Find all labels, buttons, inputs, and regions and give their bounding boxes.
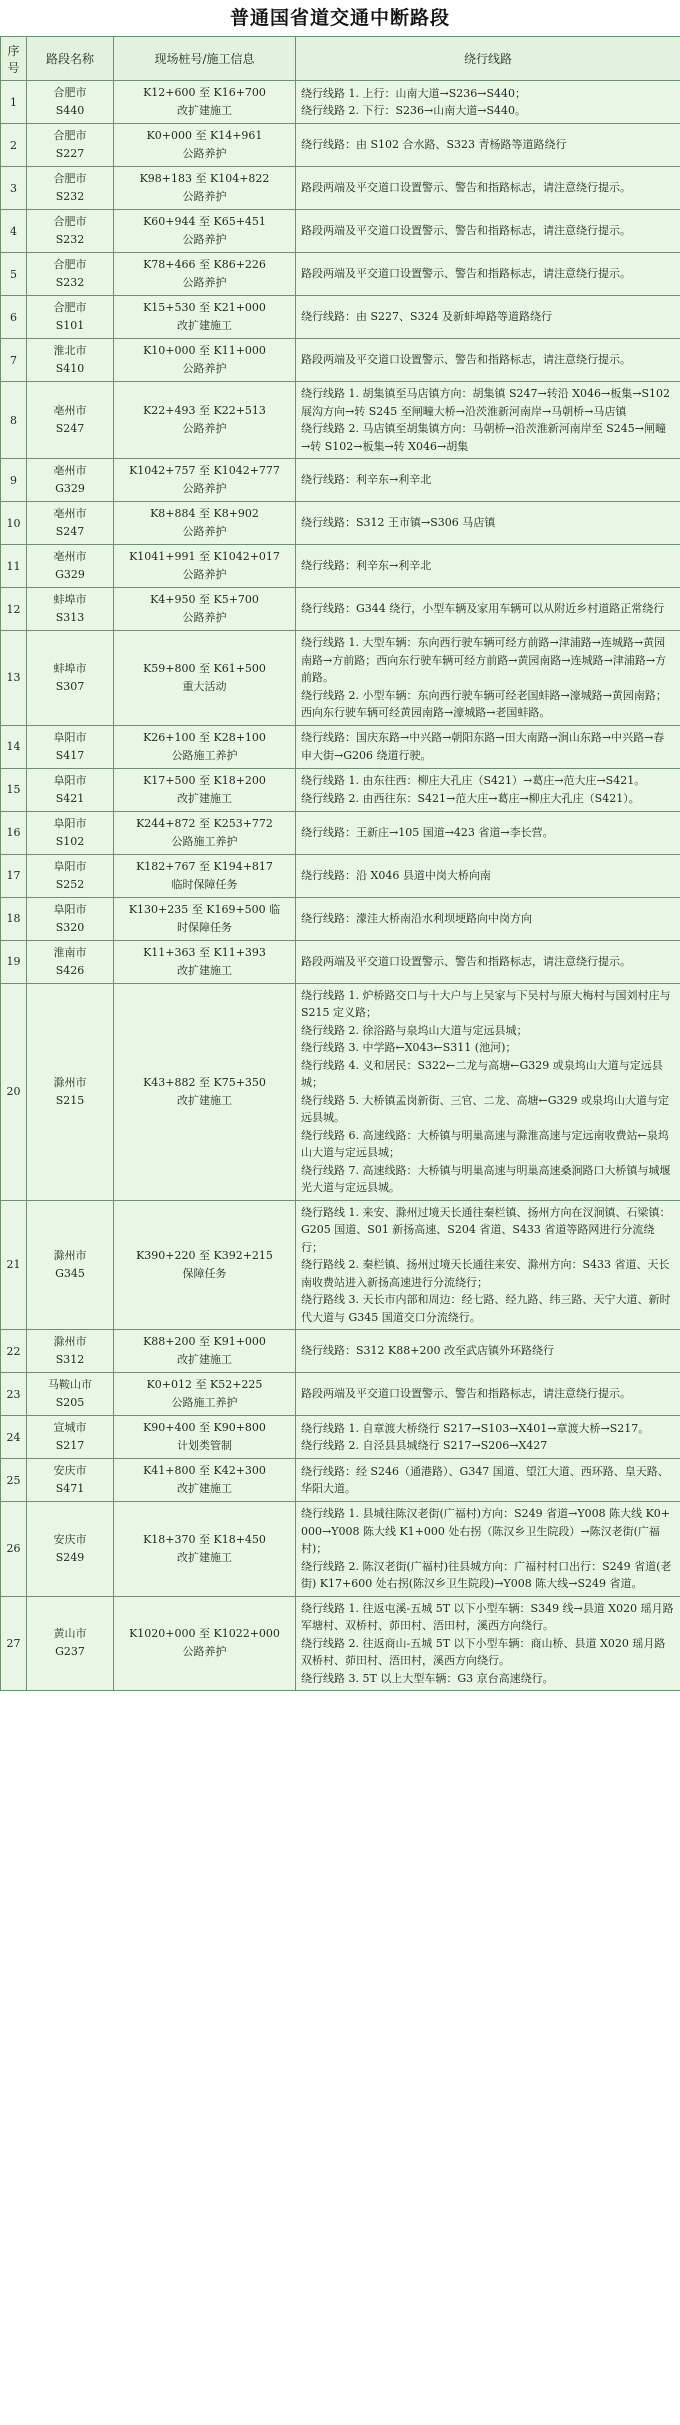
site-info-line: 公路养护 — [182, 1645, 227, 1659]
site-info-line: K10+000 至 K11+000 — [143, 344, 266, 357]
table-row — [1, 382, 680, 459]
site-info — [114, 253, 296, 296]
site-info-line: K98+183 至 K104+822 — [139, 172, 270, 185]
site-info-line: K4+950 至 K5+700 — [150, 593, 259, 606]
site-info-line: 公路养护 — [182, 233, 227, 246]
table-row — [1, 124, 680, 167]
road-name-line: S247 — [55, 422, 85, 435]
detour-route — [296, 124, 680, 167]
site-info-line: 计划类管制 — [177, 1439, 232, 1452]
site-info-line: 改扩建施工 — [177, 1482, 232, 1495]
road-name-line: S417 — [55, 748, 85, 762]
row-number: 26 — [1, 1502, 27, 1597]
detour-route-line: 绕行线路：S312 王市镇→S306 马店镇 — [301, 516, 496, 530]
detour-route-line: 绕行线路 3. 中学路←X043←S311 (池河)； — [301, 1041, 517, 1054]
site-info-line: K18+370 至 K18+450 — [143, 1532, 266, 1546]
row-number: 8 — [1, 382, 27, 459]
site-info — [114, 940, 296, 983]
site-info-line: K182+767 至 K194+817 — [136, 859, 273, 873]
road-name-line: 合肥市 — [53, 215, 87, 228]
row-number: 18 — [1, 897, 27, 940]
road-name-line: S426 — [55, 963, 85, 977]
site-info-line: K244+872 至 K253+772 — [136, 816, 273, 830]
table-row — [1, 725, 680, 768]
site-info-line: K26+100 至 K28+100 — [143, 730, 266, 744]
site-info-line: 改扩建施工 — [177, 1093, 232, 1107]
site-info-line: 改扩建施工 — [177, 791, 232, 805]
site-info — [114, 459, 296, 502]
site-info — [114, 725, 296, 768]
table-row — [1, 210, 680, 253]
road-name-line: 淮南市 — [53, 945, 87, 959]
row-number: 7 — [1, 339, 27, 382]
site-info — [114, 167, 296, 210]
detour-route — [296, 382, 680, 459]
road-name — [27, 1373, 114, 1416]
site-info — [114, 296, 296, 339]
site-info-line: K78+466 至 K86+226 — [143, 258, 266, 271]
site-info-line: K390+220 至 K392+215 — [136, 1248, 273, 1262]
road-name — [27, 1416, 114, 1459]
road-name — [27, 253, 114, 296]
table-row — [1, 1502, 680, 1597]
detour-route — [296, 339, 680, 382]
site-info-line: K22+493 至 K22+513 — [143, 404, 266, 417]
road-name-line: S312 — [55, 1353, 85, 1366]
site-info-line: 公路养护 — [182, 611, 227, 624]
detour-route — [296, 631, 680, 726]
site-info-line: K15+530 至 K21+000 — [143, 301, 266, 314]
row-number: 10 — [1, 502, 27, 545]
detour-route-line: 路段两端及平交道口设置警示、警告和指路标志，请注意绕行提示。 — [301, 353, 631, 367]
site-info — [114, 502, 296, 545]
road-name-line: G237 — [55, 1645, 85, 1659]
detour-route-line: 绕行线路 7. 高速线路：大桥镇与明巢高速与明巢高速桑涧路口大桥镇与城堰光大道与定远县城。 — [301, 1163, 671, 1194]
detour-route — [296, 1373, 680, 1416]
detour-route-line: 绕行路线 2. 秦栏镇、扬州过境天长通往来安、滁州方向：S433 省道、天长南收费站进入新扬高速进行分流绕行； — [301, 1258, 670, 1289]
road-name — [27, 631, 114, 726]
row-number: 11 — [1, 545, 27, 588]
road-name-line: 阜阳市 — [53, 902, 87, 916]
detour-route-line: 绕行线路 4. 义和居民：S322←二龙与高塘←G329 或泉坞山大道与定远县城； — [301, 1058, 663, 1089]
detour-route — [296, 459, 680, 502]
site-info — [114, 1416, 296, 1459]
table-row — [1, 588, 680, 631]
row-number: 22 — [1, 1330, 27, 1373]
detour-route-line: 绕行线路：利辛东→利辛北 — [301, 473, 432, 487]
detour-route-line: 路段两端及平交道口设置警示、警告和指路标志，请注意绕行提示。 — [301, 1387, 631, 1401]
detour-route-line: 绕行线路：经 S246（通港路）、G347 国道、望江大道、西环路、皇天路、华阳大道。 — [301, 1464, 669, 1495]
road-name — [27, 459, 114, 502]
detour-route-line: 路段两端及平交道口设置警示、警告和指路标志，请注意绕行提示。 — [301, 181, 631, 195]
road-name — [27, 502, 114, 545]
site-info — [114, 1459, 296, 1502]
detour-route-line: 绕行线路：G344 绕行，小型车辆及家用车辆可以从附近乡村道路正常绕行 — [301, 602, 665, 616]
row-number: 12 — [1, 588, 27, 631]
row-number: 2 — [1, 124, 27, 167]
detour-route — [296, 1502, 680, 1597]
site-info-line: K12+600 至 K16+700 — [143, 86, 266, 99]
row-number: 9 — [1, 459, 27, 502]
detour-route-line: 路段两端及平交道口设置警示、警告和指路标志，请注意绕行提示。 — [301, 954, 631, 968]
road-name — [27, 339, 114, 382]
detour-route-line: 绕行线路 2. 徐浴路与泉坞山大道与定远县城； — [301, 1023, 528, 1037]
row-number: 13 — [1, 631, 27, 726]
row-number: 17 — [1, 854, 27, 897]
road-name — [27, 725, 114, 768]
site-info-line: K130+235 至 K169+500 临 — [128, 902, 281, 916]
table-row — [1, 545, 680, 588]
road-name-line: S102 — [55, 834, 85, 848]
road-name-line: S440 — [55, 104, 85, 117]
table-row — [1, 897, 680, 940]
road-name-line: S252 — [55, 877, 85, 891]
site-info-line: 改扩建施工 — [177, 319, 232, 332]
site-info-line: 重大活动 — [182, 679, 227, 693]
road-name-line: S421 — [55, 791, 85, 805]
detour-route-line: 绕行线路 5. 大桥镇孟岗新街、三官、二龙、高塘←G329 或泉坞山大道与定远县城。 — [301, 1093, 669, 1124]
site-info-line: K1041+991 至 K1042+017 — [129, 550, 280, 563]
road-name — [27, 124, 114, 167]
header-info: 现场桩号/施工信息 — [114, 37, 296, 81]
detour-route-line: 绕行线路：由 S102 合水路、S323 青杨路等道路绕行 — [301, 138, 567, 152]
detour-route-line: 绕行线路 1. 由东往西：柳庄大孔庄（S421）→葛庄→范大庄→S421。 — [301, 774, 646, 787]
site-info-line: 改扩建施工 — [177, 1353, 232, 1366]
road-name-line: S247 — [55, 525, 85, 538]
table-row — [1, 983, 680, 1200]
detour-route-line: 绕行线路：国庆东路→中兴路→朝阳东路→田大南路→涧山东路→中兴路→春申大街→G206 绕道行驶。 — [301, 731, 665, 762]
site-info-line: 公路养护 — [182, 190, 227, 203]
site-info-line: K0+000 至 K14+961 — [146, 129, 263, 142]
site-info-line: 公路养护 — [182, 568, 227, 581]
table-row — [1, 1373, 680, 1416]
detour-route — [296, 502, 680, 545]
table-row — [1, 1416, 680, 1459]
table-header-row — [1, 37, 680, 81]
row-number: 27 — [1, 1596, 27, 1691]
detour-route-line: 绕行线路 2. 下行：S236→山南大道→S440。 — [301, 104, 526, 117]
detour-route — [296, 983, 680, 1200]
site-info — [114, 545, 296, 588]
table-row — [1, 253, 680, 296]
road-name-line: S101 — [55, 319, 85, 332]
detour-route — [296, 1459, 680, 1502]
table-row — [1, 459, 680, 502]
table-row — [1, 167, 680, 210]
row-number: 15 — [1, 768, 27, 811]
site-info-line: K88+200 至 K91+000 — [143, 1335, 266, 1348]
road-name-line: 阜阳市 — [53, 816, 87, 830]
road-name-line: S320 — [55, 920, 85, 934]
detour-route-line: 绕行线路 6. 高速线路：大桥镇与明巢高速与滁淮高速与定远南收费站←泉坞山大道与定远县城； — [301, 1128, 669, 1159]
site-info — [114, 1373, 296, 1416]
header-road: 路段名称 — [27, 37, 114, 81]
row-number: 6 — [1, 296, 27, 339]
table-body — [1, 81, 680, 1691]
site-info-line: 公路养护 — [182, 422, 227, 435]
site-info-line: K1020+000 至 K1022+000 — [129, 1627, 280, 1641]
detour-route-line: 绕行线路 1. 县城往陈汉老街(广福村)方向：S249 省道→Y008 陈大线 K0+000→Y008 陈大线 K1+000 处右拐（陈汉乡卫生院段）→陈汉老街(广福村)； — [301, 1507, 670, 1555]
detour-route — [296, 897, 680, 940]
road-name-line: 合肥市 — [53, 129, 87, 142]
detour-route — [296, 725, 680, 768]
table-row — [1, 502, 680, 545]
detour-route — [296, 940, 680, 983]
site-info — [114, 81, 296, 124]
road-name — [27, 854, 114, 897]
road-name-line: 蚌埠市 — [53, 593, 87, 606]
site-info-line: 临时保障任务 — [171, 877, 238, 891]
detour-route-line: 绕行线路 1. 炉桥路交口与十大户与上吴家与下吴村与原大梅村与国刘村庄与 S215 定义路； — [301, 988, 671, 1019]
detour-route-line: 绕行线路 2. 由西往东：S421→范大庄→葛庄→柳庄大孔庄（S421）。 — [301, 791, 640, 805]
site-info — [114, 210, 296, 253]
detour-route-line: 绕行线路 1. 自章渡大桥绕行 S217→S103→X401→章渡大桥→S217。 — [301, 1421, 650, 1435]
detour-route-line: 绕行线路：王新庄→105 国道→423 省道→李长营。 — [301, 825, 554, 839]
detour-route-line: 绕行线路：由 S227、S324 及新蚌埠路等道路绕行 — [301, 310, 553, 324]
site-info-line: 公路施工养护 — [171, 834, 238, 848]
site-info — [114, 631, 296, 726]
road-name — [27, 897, 114, 940]
table-row — [1, 940, 680, 983]
site-info — [114, 983, 296, 1200]
road-name-line: S227 — [55, 147, 85, 160]
table-row — [1, 768, 680, 811]
road-name-line: 安庆市 — [53, 1464, 87, 1477]
row-number: 1 — [1, 81, 27, 124]
road-name-line: S249 — [55, 1550, 85, 1564]
road-name — [27, 210, 114, 253]
row-number: 25 — [1, 1459, 27, 1502]
road-name-line: 淮北市 — [53, 344, 87, 357]
road-name-line: S313 — [55, 611, 85, 624]
detour-route-line: 绕行路线 3. 天长市内部和周边：经七路、经九路、纬三路、天宁大道、新时代大道与 G345 国道交口分流绕行。 — [301, 1293, 671, 1324]
site-info-line: 改扩建施工 — [177, 1550, 232, 1564]
site-info-line: K90+400 至 K90+800 — [143, 1421, 266, 1434]
detour-route-line: 绕行线路 3. 5T 以上大型车辆：G3 京台高速绕行。 — [301, 1671, 554, 1685]
road-name — [27, 1330, 114, 1373]
road-name-line: S410 — [55, 362, 85, 375]
detour-route-line: 绕行线路 1. 往返屯溪-五城 5T 以下小型车辆：S349 线→县道 X020 瑶月路军塘村、双桥村、茆田村、浯田村，溪西方向绕行。 — [301, 1601, 674, 1632]
road-name — [27, 1459, 114, 1502]
road-name — [27, 81, 114, 124]
row-number: 4 — [1, 210, 27, 253]
closure-table — [0, 36, 680, 1691]
road-name — [27, 1502, 114, 1597]
detour-route-line: 绕行线路：沿 X046 县道中岗大桥向南 — [301, 868, 491, 882]
road-name-line: G329 — [55, 568, 85, 581]
detour-route-line: 绕行线路 1. 胡集镇至马店镇方向：胡集镇 S247→转沿 X046→板集→S102 展沟方向→转 S245 至闸疃大桥→沿茨淮新河南岸→马朝桥→马店镇 — [301, 387, 671, 418]
site-info — [114, 382, 296, 459]
row-number: 24 — [1, 1416, 27, 1459]
row-number: 5 — [1, 253, 27, 296]
detour-route — [296, 253, 680, 296]
site-info — [114, 1330, 296, 1373]
road-name-line: 宣城市 — [53, 1421, 87, 1434]
detour-route — [296, 1330, 680, 1373]
detour-route-line: 绕行线路 1. 大型车辆：东向西行驶车辆可经方前路→津浦路→连城路→黄园南路→方前路；西向东行驶车辆可经方前路→黄园南路→连城路→津浦路→方前路。 — [301, 636, 667, 684]
table-row — [1, 631, 680, 726]
table-row — [1, 1200, 680, 1330]
row-number: 14 — [1, 725, 27, 768]
detour-route — [296, 1416, 680, 1459]
table-row — [1, 1596, 680, 1691]
site-info-line: K8+884 至 K8+902 — [150, 507, 259, 520]
site-info-line: 公路养护 — [182, 147, 227, 160]
site-info — [114, 588, 296, 631]
road-name — [27, 940, 114, 983]
detour-route — [296, 854, 680, 897]
detour-route — [296, 545, 680, 588]
detour-route-line: 绕行线路 1. 上行：山南大道→S236→S440； — [301, 86, 526, 100]
detour-route-line: 绕行线路 2. 小型车辆：东向西行驶车辆可经老国蚌路→濠城路→黄园南路；西向东行驶车辆可经黄园南路→濠城路→老国蚌路。 — [301, 688, 667, 719]
road-name-line: 滁州市 — [53, 1075, 87, 1089]
site-info — [114, 1502, 296, 1597]
road-name-line: S217 — [55, 1439, 85, 1452]
site-info — [114, 124, 296, 167]
road-name-line: 亳州市 — [53, 550, 87, 563]
site-info-line: K0+012 至 K52+225 — [146, 1378, 263, 1391]
detour-route-line: 路段两端及平交道口设置警示、警告和指路标志，请注意绕行提示。 — [301, 267, 631, 281]
road-name — [27, 1200, 114, 1330]
table-row — [1, 81, 680, 124]
site-info-line: K59+800 至 K61+500 — [143, 661, 266, 675]
site-info-line: 公路施工养护 — [171, 1396, 238, 1409]
row-number: 16 — [1, 811, 27, 854]
site-info-line: 公路养护 — [182, 362, 227, 375]
road-name-line: 安庆市 — [53, 1532, 87, 1546]
page-title: 普通国省道交通中断路段 — [0, 0, 680, 36]
road-name-line: S205 — [55, 1396, 85, 1409]
road-name-line: S215 — [55, 1093, 85, 1107]
road-name-line: 合肥市 — [53, 258, 87, 271]
site-info-line: 时保障任务 — [177, 920, 232, 934]
road-name-line: G345 — [55, 1266, 85, 1280]
table-row — [1, 296, 680, 339]
road-name-line: 蚌埠市 — [53, 661, 87, 675]
road-name-line: 阜阳市 — [53, 859, 87, 873]
road-name-line: 滁州市 — [53, 1335, 87, 1348]
road-name-line: S232 — [55, 276, 85, 289]
row-number: 19 — [1, 940, 27, 983]
road-name-line: 合肥市 — [53, 86, 87, 99]
table-row — [1, 1459, 680, 1502]
road-name-line: S232 — [55, 233, 85, 246]
detour-route — [296, 811, 680, 854]
detour-route — [296, 768, 680, 811]
road-name-line: 亳州市 — [53, 464, 87, 477]
road-name-line: S307 — [55, 679, 85, 693]
road-name-line: S232 — [55, 190, 85, 203]
table-row — [1, 339, 680, 382]
detour-route — [296, 210, 680, 253]
site-info — [114, 1596, 296, 1691]
detour-route-line: 绕行线路：濛洼大桥南沿水利坝埂路向中岗方向 — [301, 911, 532, 925]
table-row — [1, 1330, 680, 1373]
site-info-line: 保障任务 — [182, 1266, 227, 1280]
road-name — [27, 768, 114, 811]
detour-route — [296, 1200, 680, 1330]
detour-route-line: 绕行线路：S312 K88+200 改至武店镇外环路绕行 — [301, 1344, 554, 1358]
detour-route-line: 绕行线路：利辛东→利辛北 — [301, 559, 432, 573]
site-info-line: K43+882 至 K75+350 — [143, 1075, 266, 1089]
detour-route — [296, 81, 680, 124]
row-number: 23 — [1, 1373, 27, 1416]
road-name — [27, 811, 114, 854]
site-info-line: K11+363 至 K11+393 — [143, 945, 266, 959]
road-name-line: G329 — [55, 482, 85, 495]
road-name-line: 亳州市 — [53, 404, 87, 417]
road-name — [27, 1596, 114, 1691]
road-name — [27, 545, 114, 588]
road-name-line: 合肥市 — [53, 301, 87, 314]
site-info-line: 公路施工养护 — [171, 748, 238, 762]
table-row — [1, 811, 680, 854]
site-info-line: K41+800 至 K42+300 — [143, 1464, 266, 1477]
site-info — [114, 1200, 296, 1330]
row-number: 21 — [1, 1200, 27, 1330]
site-info — [114, 811, 296, 854]
road-name — [27, 588, 114, 631]
site-info-line: K1042+757 至 K1042+777 — [129, 464, 280, 477]
detour-route-line: 绕行路线 1. 来安、滁州过境天长通往秦栏镇、扬州方向在汊涧镇、石梁镇：G205 国道、S01 新扬高速、S204 省道、S433 省道等路网进行分流绕行； — [301, 1205, 671, 1254]
road-name — [27, 167, 114, 210]
site-info-line: 公路养护 — [182, 525, 227, 538]
site-info — [114, 854, 296, 897]
road-name — [27, 296, 114, 339]
detour-route — [296, 296, 680, 339]
detour-route — [296, 1596, 680, 1691]
road-name-line: 阜阳市 — [53, 730, 87, 744]
site-info-line: 改扩建施工 — [177, 104, 232, 117]
road-name-line: 合肥市 — [53, 172, 87, 185]
row-number: 20 — [1, 983, 27, 1200]
site-info-line: K17+500 至 K18+200 — [143, 773, 266, 787]
road-name — [27, 382, 114, 459]
table-row — [1, 854, 680, 897]
road-name-line: 亳州市 — [53, 507, 87, 520]
road-name-line: 阜阳市 — [53, 773, 87, 787]
header-detour: 绕行线路 — [296, 37, 680, 81]
site-info — [114, 768, 296, 811]
row-number: 3 — [1, 167, 27, 210]
site-info-line: K60+944 至 K65+451 — [143, 215, 266, 228]
road-name-line: S471 — [55, 1482, 85, 1495]
detour-route — [296, 588, 680, 631]
detour-route-line: 路段两端及平交道口设置警示、警告和指路标志，请注意绕行提示。 — [301, 224, 631, 238]
road-name-line: 马鞍山市 — [48, 1378, 92, 1391]
site-info — [114, 897, 296, 940]
header-no: 序号 — [1, 37, 27, 81]
road-name — [27, 983, 114, 1200]
site-info-line: 改扩建施工 — [177, 963, 232, 977]
road-name-line: 黄山市 — [53, 1627, 87, 1641]
detour-route-line: 绕行线路 2. 自泾县县城绕行 S217→S206→X427 — [301, 1439, 548, 1452]
site-info-line: 公路养护 — [182, 482, 227, 495]
detour-route — [296, 167, 680, 210]
site-info — [114, 339, 296, 382]
road-name-line: 滁州市 — [53, 1248, 87, 1262]
detour-route-line: 绕行线路 2. 往返商山-五城 5T 以下小型车辆：商山桥、县道 X020 瑶月路双桥村、茆田村、浯田村，溪西方向绕行。 — [301, 1636, 666, 1667]
detour-route-line: 绕行线路 2. 马店镇至胡集镇方向：马朝桥→沿茨淮新河南岸至 S245→闸疃→转 S102→板集→转 X046→胡集 — [301, 422, 666, 453]
detour-route-line: 绕行线路 2. 陈汉老街(广福村)往县城方向：广福村村口出行：S249 省道(老街) K17+600 处右拐(陈汉乡卫生院段)→Y008 陈大线→S249 省道。 — [301, 1559, 672, 1590]
site-info-line: 公路养护 — [182, 276, 227, 289]
